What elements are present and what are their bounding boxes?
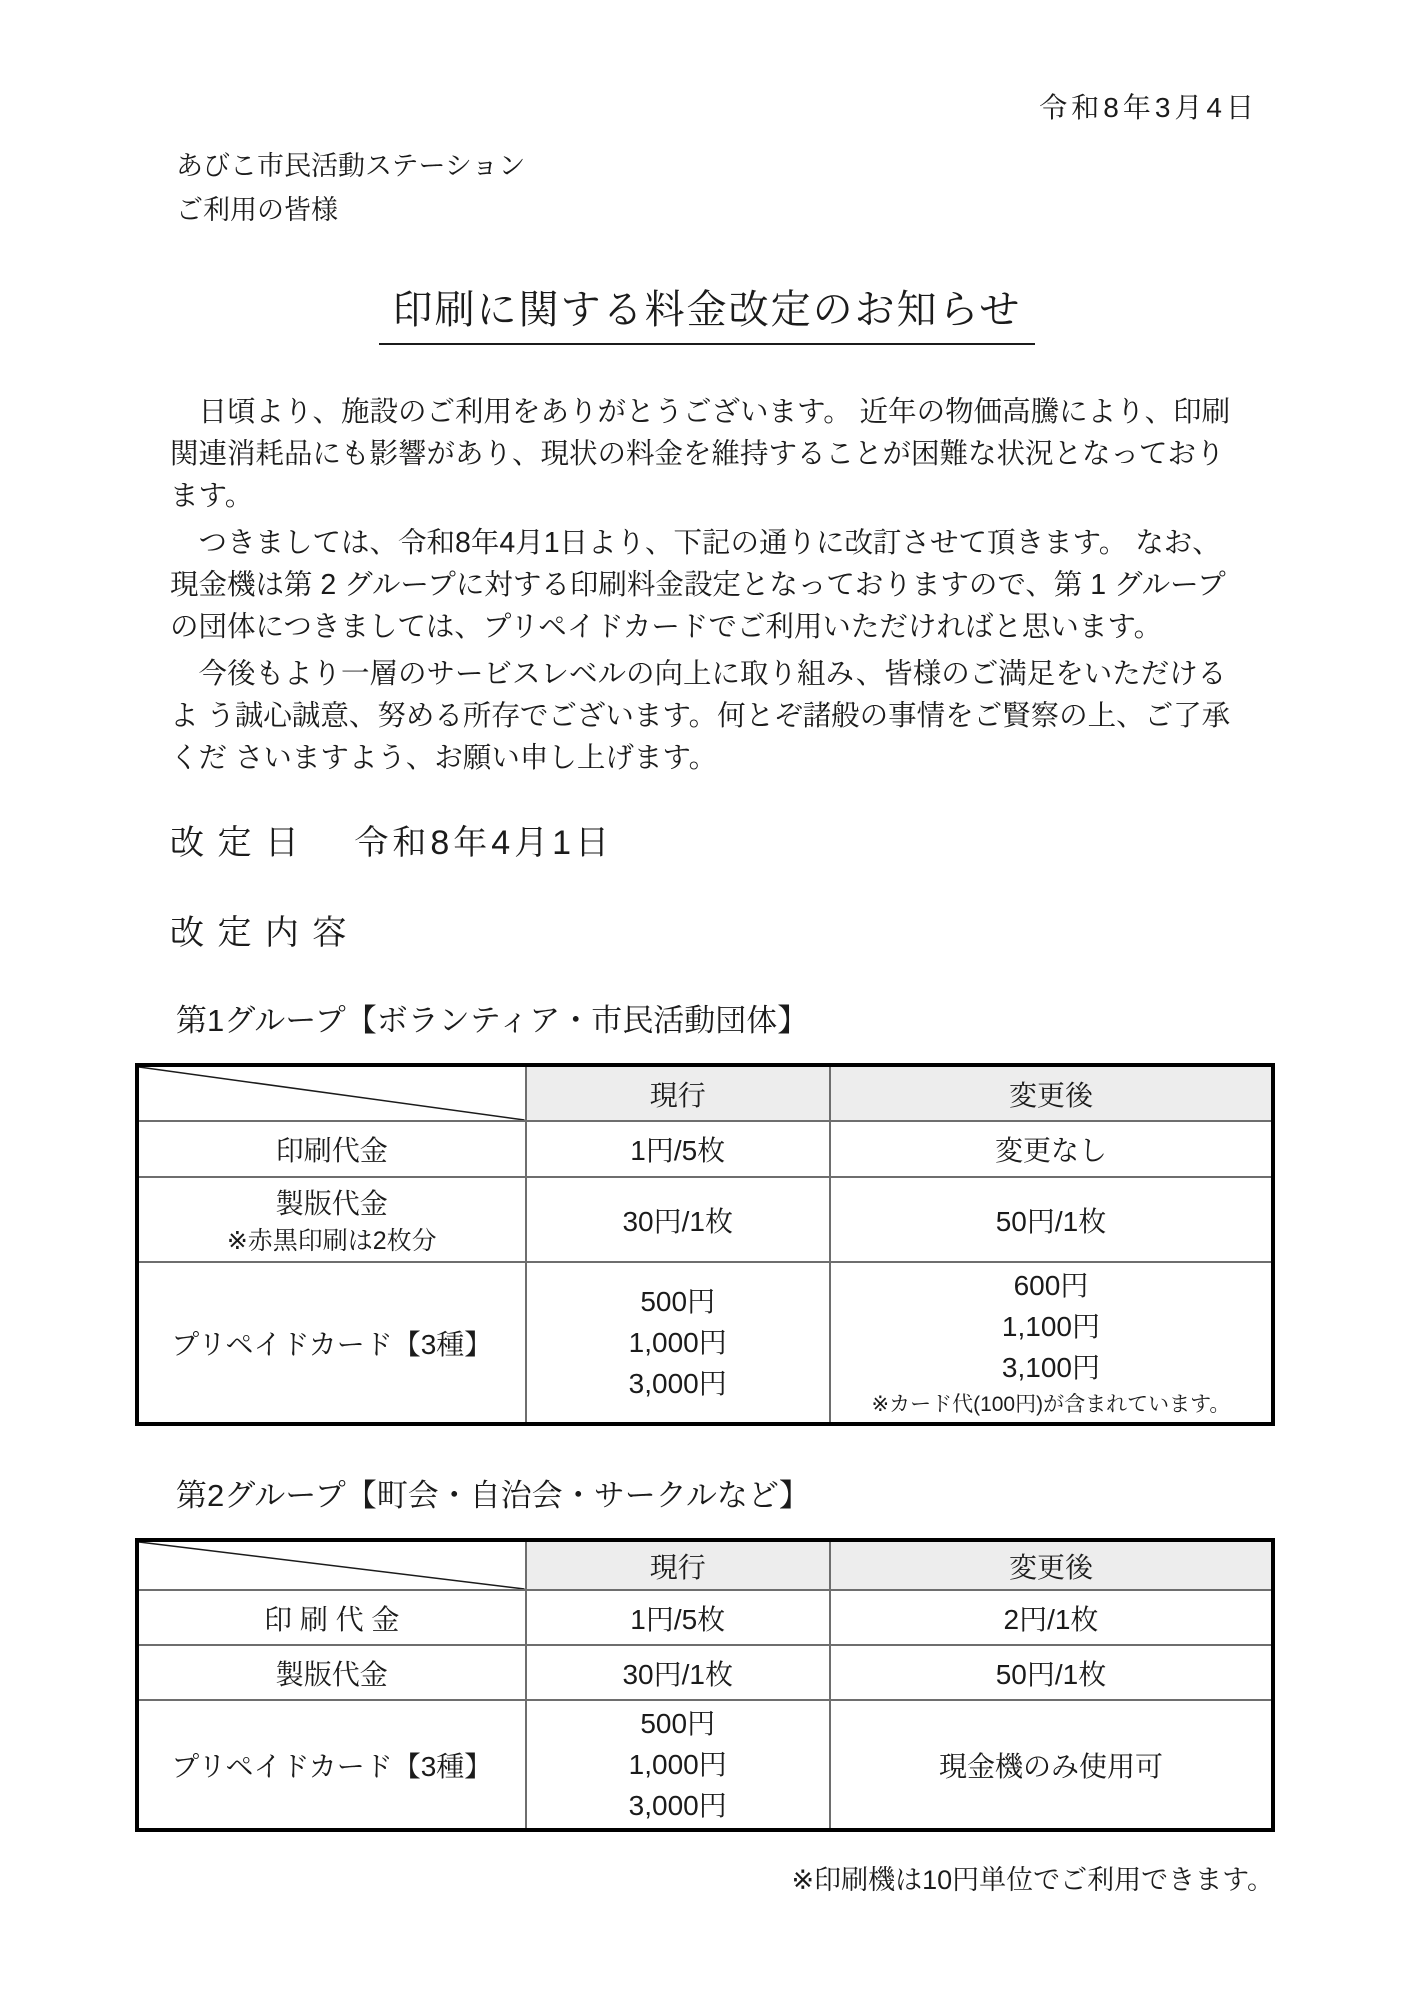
diagonal-line xyxy=(139,1067,525,1120)
document-title: 印刷に関する料金改定のお知らせ xyxy=(379,278,1036,345)
footnote: ※印刷機は10円単位でご利用できます。 xyxy=(791,1865,1274,1895)
recipient-audience: ご利用の皆様 xyxy=(176,195,338,225)
price-line: 1,000円 xyxy=(628,1327,727,1358)
price-line: 3,100円 xyxy=(1001,1352,1100,1383)
cell-after-prices xyxy=(830,1262,1273,1424)
group2-table-wrap xyxy=(135,1538,1275,1832)
diagonal-header-cell xyxy=(137,1065,526,1121)
group2-price-table xyxy=(135,1538,1275,1832)
cell-after-value: 50円/1枚 xyxy=(830,1177,1273,1262)
group1-price-table xyxy=(135,1063,1275,1426)
table-row xyxy=(137,1645,1273,1700)
cell-current-value: 30円/1枚 xyxy=(526,1645,830,1700)
paragraph-line: 現金機は第 2 グループに対する印刷料金設定となっておりますので、第 1 グループ xyxy=(170,569,1226,601)
recipient-organization: あびこ市民活動ステーション xyxy=(176,151,526,181)
cell-current-value: 1円/5枚 xyxy=(526,1590,830,1645)
table-row xyxy=(137,1262,1273,1424)
diagonal-line xyxy=(139,1542,525,1589)
paragraph-greeting xyxy=(170,391,1264,517)
row-label-prepaid-card: プリペイドカード【3種】 xyxy=(137,1700,526,1830)
paragraph-closing xyxy=(170,653,1264,779)
column-header-after: 変更後 xyxy=(830,1540,1273,1590)
platemaking-note: ※赤黒印刷は2枚分 xyxy=(226,1226,437,1255)
document-date: 令和8年3月4日 xyxy=(1039,92,1258,123)
cell-current-prices xyxy=(526,1700,830,1830)
table-row xyxy=(137,1177,1273,1262)
revision-date-row xyxy=(170,819,1414,867)
paragraph-revision-notice xyxy=(170,522,1264,648)
paragraph-line: 今後もより一層のサービスレベルの向上に取り組み、皆様のご満足をいただける xyxy=(170,658,1227,690)
title-row xyxy=(0,278,1414,345)
cell-after-value: 50円/1枚 xyxy=(830,1645,1273,1700)
paragraph-line: つきましては、令和8年4月1日より、下記の通りに改訂させて頂きます。 なお、 xyxy=(170,527,1221,559)
group1-table-wrap xyxy=(135,1063,1275,1426)
paragraph-line: くだ さいますよう、お願い申し上げます。 xyxy=(170,742,718,774)
cell-current-prices xyxy=(526,1262,830,1424)
row-label-prepaid-card: プリペイドカード【3種】 xyxy=(137,1262,526,1424)
paragraph-line: 日頃より、施設のご利用をありがとうございます。 近年の物価高騰により、印刷 xyxy=(170,396,1231,428)
cell-after-value: 現金機のみ使用可 xyxy=(830,1700,1273,1830)
revision-date-label: 改 定 日 xyxy=(170,824,301,862)
price-line: 500円 xyxy=(640,1286,716,1317)
group1-heading: 第1グループ【ボランティア・市民活動団体】 xyxy=(176,1003,809,1038)
body-text xyxy=(170,391,1264,779)
table-header-row xyxy=(137,1540,1273,1590)
table-row xyxy=(137,1700,1273,1830)
paragraph-line: よ う誠心誠意、努める所存でございます。何とぞ諸般の事情をご賢察の上、ご了承 xyxy=(170,700,1231,732)
price-line: 1,000円 xyxy=(628,1749,727,1780)
column-header-current: 現行 xyxy=(526,1540,830,1590)
cell-current-value: 30円/1枚 xyxy=(526,1177,830,1262)
paragraph-line: の団体につきましては、プリペイドカードでご利用いただければと思います。 xyxy=(170,611,1163,643)
card-fee-note: ※カード代(100円)が含まれています。 xyxy=(871,1393,1231,1416)
price-line: 3,000円 xyxy=(628,1368,727,1399)
group2-heading: 第2グループ【町会・自治会・サークルなど】 xyxy=(176,1478,810,1513)
table-row xyxy=(137,1590,1273,1645)
cell-after-value: 2円/1枚 xyxy=(830,1590,1273,1645)
diagonal-header-cell xyxy=(137,1540,526,1590)
row-label-printing-fee: 印 刷 代 金 xyxy=(137,1590,526,1645)
row-label-printing-fee: 印刷代金 xyxy=(137,1121,526,1177)
price-line: 3,000円 xyxy=(628,1790,727,1821)
cell-after-value: 変更なし xyxy=(830,1121,1273,1177)
column-header-after: 変更後 xyxy=(830,1065,1273,1121)
table-header-row xyxy=(137,1065,1273,1121)
paragraph-line: ます。 xyxy=(170,480,254,512)
revision-date-value: 令和8年4月1日 xyxy=(354,824,614,862)
price-line: 600円 xyxy=(1013,1270,1089,1301)
row-label-platemaking-fee: 製版代金 xyxy=(137,1645,526,1700)
price-line: 500円 xyxy=(640,1708,716,1739)
recipient-block xyxy=(176,144,1414,232)
table-row xyxy=(137,1121,1273,1177)
platemaking-label: 製版代金 xyxy=(275,1187,388,1219)
price-line: 1,100円 xyxy=(1001,1311,1100,1342)
row-label-platemaking-fee xyxy=(137,1177,526,1262)
revision-content-heading: 改 定 内 容 xyxy=(170,914,349,952)
cell-current-value: 1円/5枚 xyxy=(526,1121,830,1177)
paragraph-line: 関連消耗品にも影響があり、現状の料金を維持することが困難な状況となっており xyxy=(170,438,1225,470)
column-header-current: 現行 xyxy=(526,1065,830,1121)
